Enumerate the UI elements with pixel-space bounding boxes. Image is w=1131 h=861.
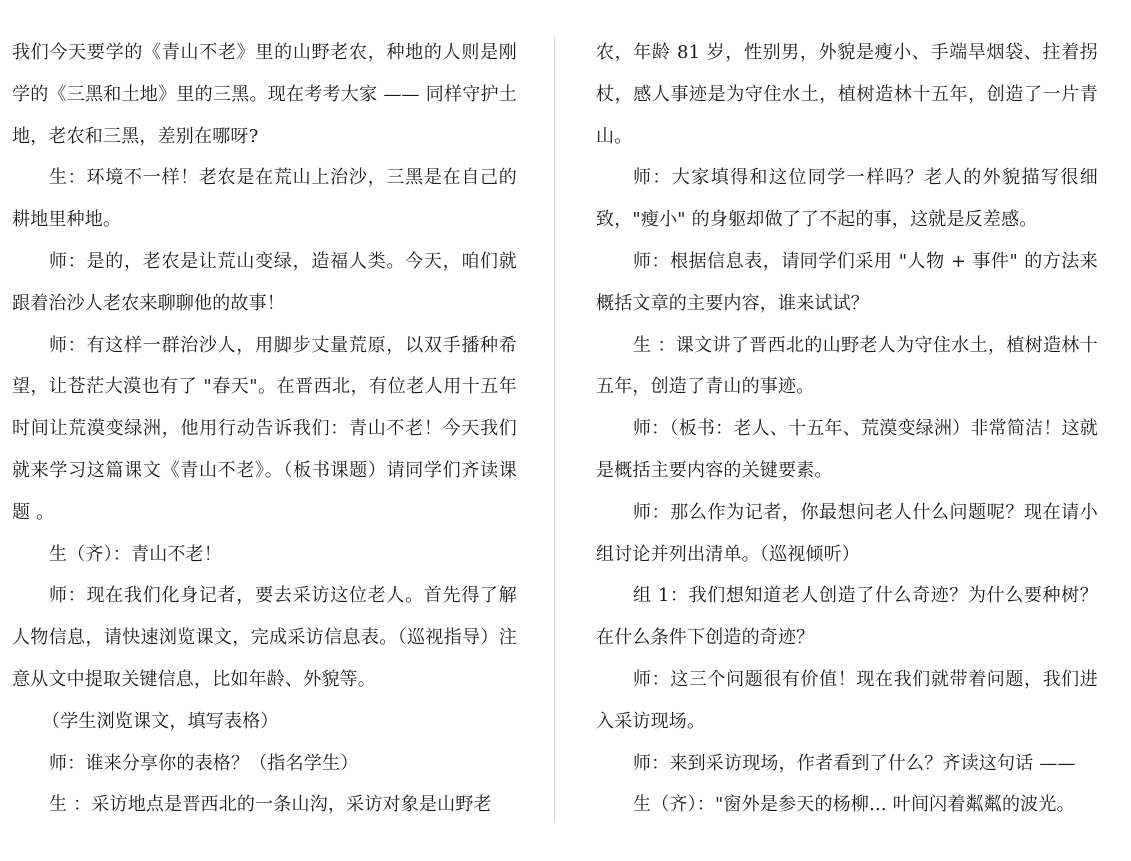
paragraph: 师：有这样一群治沙人，用脚步丈量荒原，以双手播种希望，让苍茫大漠也有了 "春天"。在晋西北，有位老人用十五年时间让荒漠变绿洲，他用行动告诉我们：青山不老！今天我们就来学习这篇课文《青山不老》。（板书课题）请同学们齐读课题 。 [12, 334, 517, 523]
left-column [12, 32, 517, 826]
paragraph: 生（齐）："窗外是参天的杨柳... 叶间闪着粼粼的波光。 [633, 794, 1075, 816]
paragraph: 师：现在我们化身记者，要去采访这位老人。首先得了解人物信息，请快速浏览课文，完成采访信息表。（巡视指导）注意从文中提取关键信息，比如年龄、外貌等。 [12, 585, 517, 690]
paragraph: 师：（板书：老人、十五年、荒漠变绿洲）非常简洁！这就是概括主要内容的关键要素。 [596, 418, 1098, 481]
paragraph: 师：是的，老农是让荒山变绿，造福人类。今天，咱们就跟着治沙人老农来聊聊他的故事！ [12, 250, 517, 314]
paragraph: 师：大家填得和这位同学一样吗？老人的外貌描写很细致，"瘦小" 的身躯却做了了不起的事，这就是反差感。 [596, 167, 1098, 231]
paragraph: 生：环境不一样！老农是在荒山上治沙，三黑是在自己的耕地里种地。 [12, 167, 517, 231]
paragraph: 师：谁来分享你的表格？（指名学生） [49, 752, 359, 774]
paragraph: 我们今天要学的《青山不老》里的山野老农，种地的人则是刚学的《三黑和土地》里的三黑。现在考考大家 —— 同样守护土地，老农和三黑，差别在哪呀? [12, 42, 517, 147]
paragraph: 生 ：课文讲了晋西北的山野老人为守住水土，植树造林十五年，创造了青山的事迹。 [596, 334, 1098, 398]
paragraph: （学生浏览课文，填写表格） [42, 710, 279, 732]
paragraph: 师：那么作为记者，你最想问老人什么问题呢？现在请小组讨论并列出清单。（巡视倾听） [596, 501, 1098, 565]
paragraph: 师：来到采访现场，作者看到了什么？齐读这句话 —— [633, 752, 1076, 774]
paragraph: 师：这三个问题很有价值！现在我们就带着问题，我们进入采访现场。 [596, 668, 1098, 732]
paragraph: 生 ：采访地点是晋西北的一条山沟，采访对象是山野老 [49, 794, 492, 816]
paragraph: 组 1：我们想知道老人创造了什么奇迹？为什么要种树？在什么条件下创造的奇迹？ [596, 585, 1098, 649]
right-column [596, 32, 1098, 826]
column-divider [554, 36, 555, 821]
paragraph: 师：根据信息表，请同学们采用 "人物 + 事件" 的方法来概括文章的主要内容，谁来试试？ [596, 250, 1098, 314]
paragraph: 生（齐）：青山不老！ [49, 543, 222, 565]
paragraph: 农，年龄 81 岁，性别男，外貌是瘦小、手端旱烟袋、拄着拐杖，感人事迹是为守住水土，植树造林十五年，创造了一片青山。 [596, 42, 1098, 147]
